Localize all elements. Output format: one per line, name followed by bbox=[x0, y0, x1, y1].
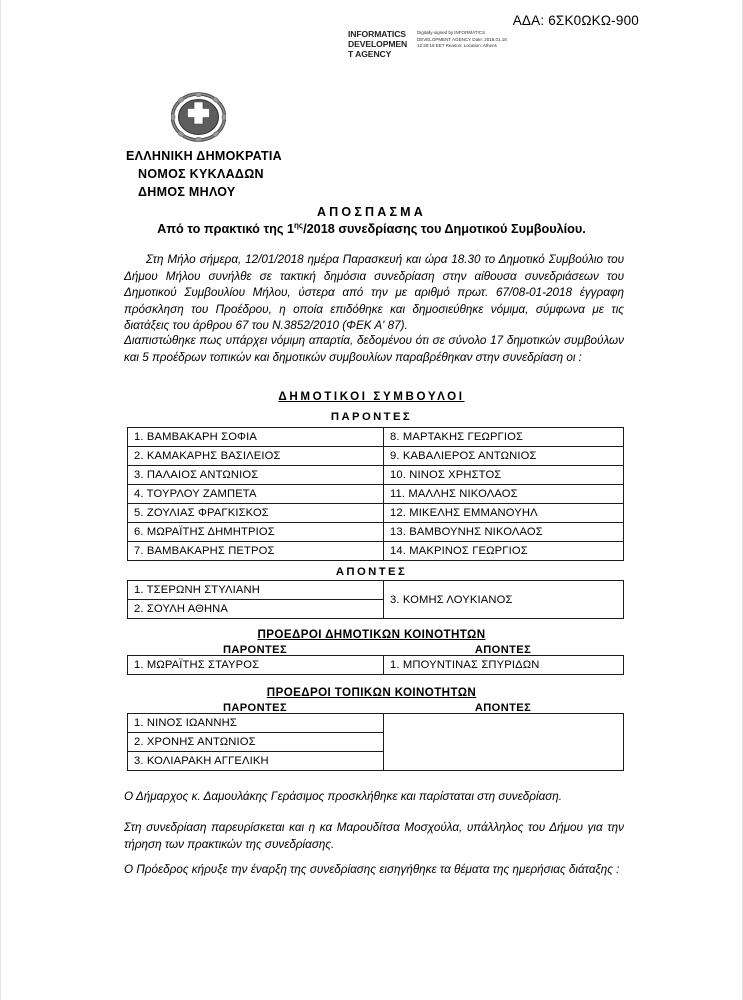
subheading-council-absent: ΑΠΟΝΤΕΣ bbox=[335, 566, 408, 578]
table-cell: 2. ΣΟΥΛΗ ΑΘΗΝΑ bbox=[128, 600, 384, 619]
table-row bbox=[128, 523, 624, 542]
table-row bbox=[128, 581, 624, 600]
table-local-communities bbox=[127, 713, 624, 771]
paragraph-quorum: Διαπιστώθηκε πως υπάρχει νόμιμη απαρτία, δεδομένου ότι σε σύνολο 17 δημοτικών συμβούλων και 5 προέδρων τοπικών και δημοτικών συμβουλίων παραβρέθηκαν στην συνεδρίαση οι : bbox=[124, 334, 624, 364]
table-cell: 12. ΜΙΚΕΛΗΣ ΕΜΜΑΝΟΥΗΛ bbox=[384, 504, 624, 523]
subtitle-after: /2018 συνεδρίασης του Δημοτικού Συμβουλίου. bbox=[303, 222, 586, 237]
section-heading-local-communities-text: ΠΡΟΕΔΡΟΙ ΤΟΠΙΚΩΝ ΚΟΙΝΟΤΗΤΩΝ bbox=[266, 686, 477, 699]
table-cell: 6. ΜΩΡΑΪΤΗΣ ΔΗΜΗΤΡΙΟΣ bbox=[128, 523, 384, 542]
subheading-council-present: ΠΑΡΟΝΤΕΣ bbox=[330, 411, 413, 423]
table-cell: 13. ΒΑΜΒΟΥΝΗΣ ΝΙΚΟΛΑΟΣ bbox=[384, 523, 624, 542]
table-cell: 1. ΤΣΕΡΩΝΗ ΣΤΥΛΙΑΝΗ bbox=[128, 581, 384, 600]
ada-code: ΑΔΑ: 6ΣΚ0ΩΚΩ-900 bbox=[512, 13, 639, 28]
table-row bbox=[128, 504, 624, 523]
table-row bbox=[128, 485, 624, 504]
table-cell: 1. ΝΙΝΟΣ ΙΩΑΝΝΗΣ bbox=[128, 714, 384, 733]
table-cell: 7. ΒΑΜΒΑΚΑΡΗΣ ΠΕΤΡΟΣ bbox=[128, 542, 384, 561]
table-cell: 3. ΚΟΛΙΑΡΑΚΗ ΑΓΓΕΛΙΚΗ bbox=[128, 752, 384, 771]
table-row bbox=[128, 466, 624, 485]
section-heading-council-text: ΔΗΜΟΤΙΚΟΙ ΣΥΜΒΟΥΛΟΙ bbox=[278, 390, 465, 403]
document-title-text: ΑΠΟΣΠΑΣΜΑ bbox=[316, 205, 427, 219]
authority-lines bbox=[124, 148, 374, 201]
table-cell: 4. ΤΟΥΡΛΟΥ ΖΑΜΠΕΤΑ bbox=[128, 485, 384, 504]
subtitle-ordinal-suffix: ης bbox=[294, 221, 304, 230]
paragraph-clerk: Στη συνεδρίαση παρευρίσκεται και η κα Μαρουδίτσα Μοσχούλα, υπάλληλος του Δήμου για την τήρηση των πρακτικών της συνεδρίασης. bbox=[124, 821, 624, 851]
table-cell: 14. ΜΑΚΡΙΝΟΣ ΓΕΩΡΓΙΟΣ bbox=[384, 542, 624, 561]
document-subtitle bbox=[1, 221, 742, 236]
table-cell: 1. ΒΑΜΒΑΚΑΡΗ ΣΟΦΙΑ bbox=[128, 428, 384, 447]
section-heading-municipal-communities bbox=[1, 628, 742, 641]
table-cell: 11. ΜΑΛΛΗΣ ΝΙΚΟΛΑΟΣ bbox=[384, 485, 624, 504]
authority-block bbox=[124, 92, 374, 201]
table-council-absent bbox=[127, 580, 624, 619]
table-row bbox=[128, 542, 624, 561]
section-heading-council bbox=[1, 390, 742, 403]
authority-line-prefecture: ΝΟΜΟΣ ΚΥΚΛΑΔΩΝ bbox=[138, 166, 264, 181]
paragraph-mayor: Ο Δήμαρχος κ. Δαμουλάκης Γεράσιμος προσκλήθηκε και παρίσταται στη συνεδρίαση. bbox=[124, 790, 563, 803]
document-title bbox=[1, 205, 742, 219]
digital-signature-stamp bbox=[348, 30, 513, 60]
paragraph-session-start: Ο Πρόεδρος κήρυξε την έναρξη της συνεδρίασης εισηγήθηκε τα θέματα της ημερήσιας διάταξης : bbox=[124, 863, 620, 876]
table-cell: 2. ΧΡΟΝΗΣ ΑΝΤΩΝΙΟΣ bbox=[128, 733, 384, 752]
table-cell: 1. ΜΠΟΥΝΤΙΝΑΣ ΣΠΥΡΙΔΩΝ bbox=[384, 656, 624, 675]
table-municipal-communities bbox=[127, 655, 624, 675]
colheading-local-absent: ΑΠΟΝΤΕΣ bbox=[474, 702, 532, 714]
greek-coat-of-arms-icon bbox=[171, 92, 226, 142]
table-row bbox=[128, 447, 624, 466]
colheading-municipal-present: ΠΑΡΟΝΤΕΣ bbox=[222, 644, 288, 656]
signature-details: Digitally signed by INFORMATICS DEVELOPMENT AGENCY Date: 2018.01.18 12:20:18 EET Reason: Location: Athens bbox=[417, 30, 507, 49]
table-cell: 3. ΠΑΛΑΙΟΣ ΑΝΤΩΝΙΟΣ bbox=[128, 466, 384, 485]
subtitle-before: Από το πρακτικό της 1 bbox=[157, 222, 295, 237]
table-council-present bbox=[127, 427, 624, 561]
table-cell: 10. ΝΙΝΟΣ ΧΡΗΣΤΟΣ bbox=[384, 466, 624, 485]
colheading-local-present: ΠΑΡΟΝΤΕΣ bbox=[222, 702, 288, 714]
section-heading-municipal-communities-text: ΠΡΟΕΔΡΟΙ ΔΗΜΟΤΙΚΩΝ ΚΟΙΝΟΤΗΤΩΝ bbox=[257, 628, 486, 641]
table-cell: 1. ΜΩΡΑΪΤΗΣ ΣΤΑΥΡΟΣ bbox=[128, 656, 384, 675]
signature-agency-name: INFORMATICS DEVELOPMEN T AGENCY bbox=[348, 29, 408, 59]
table-row bbox=[128, 428, 624, 447]
table-cell: 3. ΚΟΜΗΣ ΛΟΥΚΙΑΝΟΣ bbox=[384, 581, 624, 619]
paragraph-intro: Στη Μήλο σήμερα, 12/01/2018 ημέρα Παρασκευή και ώρα 18.30 το Δημοτικό Συμβούλιο του Δήμου Μήλου συνήλθε σε τακτική δημόσια συνεδρίαση στην αίθουσα συνεδριάσεων του Δημοτικού Συμβουλίου Μήλου, ύστερα από την με αριθμό πρωτ. 67/08-01-2018 έγγραφη πρόσκληση του Προέδρου, η οποία επιδόθηκε και δημοσιεύθηκε νόμιμα, σύμφωνα με τις διατάξεις του άρθρου 67 του Ν.3852/2010 (ΦΕΚ Α' 87). bbox=[124, 253, 624, 333]
table-cell: 5. ΖΟΥΛΙΑΣ ΦΡΑΓΚΙΣΚΟΣ bbox=[128, 504, 384, 523]
section-heading-local-communities bbox=[1, 686, 742, 699]
authority-line-country: ΕΛΛΗΝΙΚΗ ΔΗΜΟΚΡΑΤΙΑ bbox=[126, 149, 283, 163]
authority-line-municipality: ΔΗΜΟΣ ΜΗΛΟΥ bbox=[138, 184, 236, 199]
table-row bbox=[128, 714, 624, 733]
table-cell: 9. ΚΑΒΑΛΙΕΡΟΣ ΑΝΤΩΝΙΟΣ bbox=[384, 447, 624, 466]
table-row bbox=[128, 656, 624, 675]
table-cell: 8. ΜΑΡΤΑΚΗΣ ΓΕΩΡΓΙΟΣ bbox=[384, 428, 624, 447]
colheading-municipal-absent: ΑΠΟΝΤΕΣ bbox=[474, 644, 532, 656]
table-cell bbox=[384, 714, 624, 771]
table-cell: 2. ΚΑΜΑΚΑΡΗΣ ΒΑΣΙΛΕΙΟΣ bbox=[128, 447, 384, 466]
